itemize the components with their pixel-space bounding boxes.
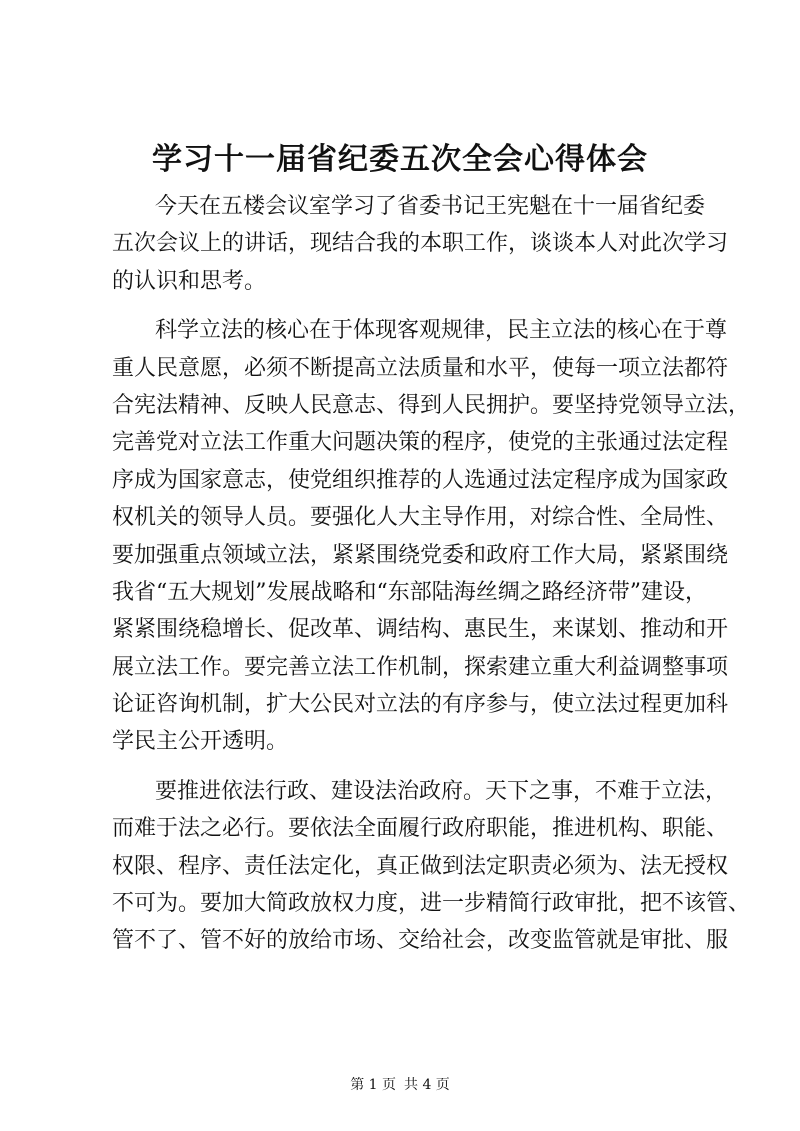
text-line: 五次会议上的讲话，现结合我的本职工作，谈谈本人对此次学习 <box>112 231 729 257</box>
document-body <box>112 188 751 960</box>
text-line: 而难于法之必行。要依法全面履行政府职能，推进机构、职能、 <box>112 816 729 842</box>
document-title: 学习十一届省纪委五次全会心得体会 <box>152 142 648 177</box>
paragraph-spacing <box>112 761 694 773</box>
paragraph <box>112 773 751 960</box>
page-footer <box>0 1075 800 1095</box>
text-line: 完善党对立法工作重大问题决策的程序，使党的主张通过法定程 <box>112 430 729 456</box>
text-line: 学民主公开透明。 <box>112 729 289 755</box>
text-line: 权机关的领导人员。要强化人大主导作用，对综合性、全局性、 <box>112 505 729 531</box>
text-line: 论证咨询机制，扩大公民对立法的有序参与，使立法过程更加科 <box>112 692 729 718</box>
text-line: 我省“五大规划”发展战略和“东部陆海丝绸之路经济带”建设， <box>112 579 707 605</box>
text-line: 序成为国家意志，使党组织推荐的人选通过法定程序成为国家政 <box>112 467 729 493</box>
paragraph-spacing <box>112 300 694 312</box>
text-line: 合宪法精神、反映人民意志、得到人民拥护。要坚持党领导立法， <box>112 392 751 418</box>
page-number: 第 1 页 <box>350 1077 396 1093</box>
text-line: 紧紧围绕稳增长、促改革、调结构、惠民生，来谋划、推动和开 <box>112 617 729 643</box>
text-line: 重人民意愿，必须不断提高立法质量和水平，使每一项立法都符 <box>112 355 729 381</box>
text-line: 科学立法的核心在于体现客观规律，民主立法的核心在于尊 <box>155 318 728 344</box>
text-line: 要加强重点领域立法，紧紧围绕党委和政府工作大局，紧紧围绕 <box>112 542 729 568</box>
text-line: 展立法工作。要完善立法工作机制，探索建立重大利益调整事项 <box>112 654 729 680</box>
paragraph <box>112 188 729 300</box>
text-line: 要推进依法行政、建设法治政府。天下之事，不难于立法， <box>155 778 728 804</box>
text-line: 不可为。要加大简政放权力度，进一步精简行政审批，把不该管、 <box>112 891 751 917</box>
text-line: 管不了、管不好的放给市场、交给社会，改变监管就是审批、服 <box>112 928 729 954</box>
text-line: 权限、程序、责任法定化，真正做到法定职责必须为、法无授权 <box>112 853 729 879</box>
page-total: 共 4 页 <box>404 1077 450 1093</box>
paragraph <box>112 312 751 761</box>
text-line: 的认识和思考。 <box>112 268 267 294</box>
text-line: 今天在五楼会议室学习了省委书记王宪魁在十一届省纪委 <box>155 194 706 219</box>
